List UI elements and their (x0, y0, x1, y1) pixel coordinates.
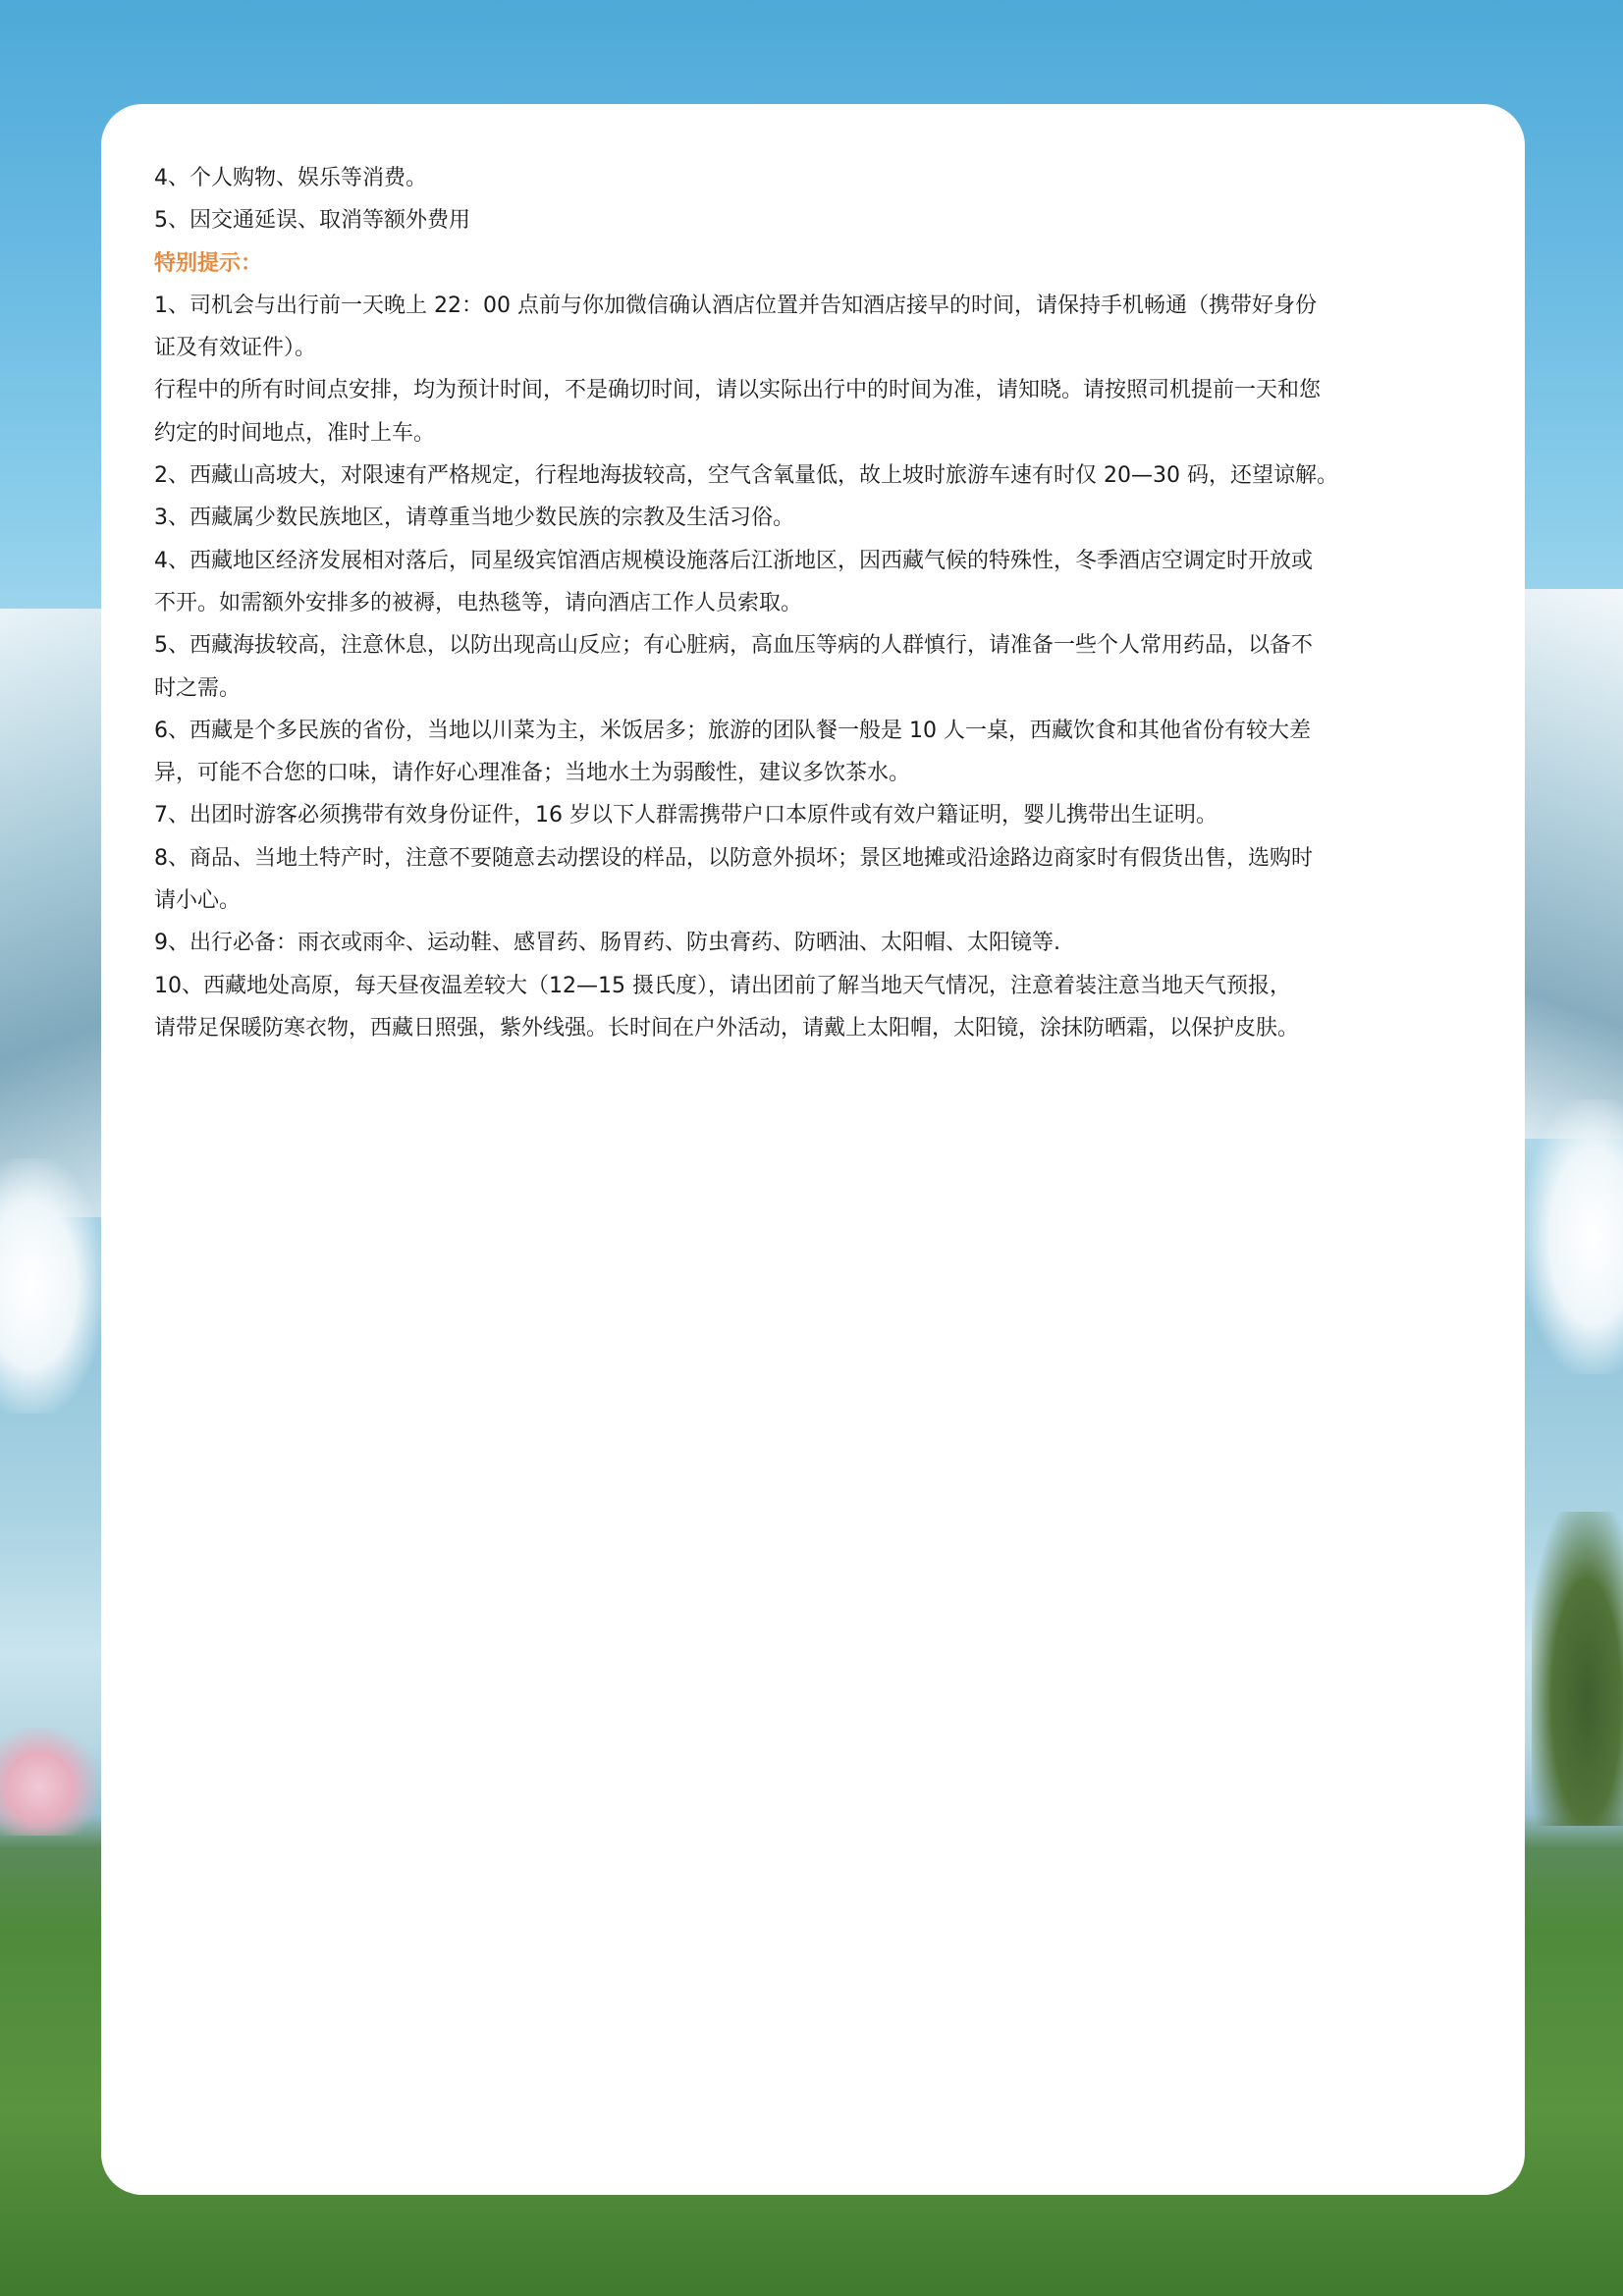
text-line: 不开。如需额外安排多的被褥，电热毯等，请向酒店工作人员索取。 (154, 590, 803, 615)
text-line: 请小心。 (154, 888, 242, 914)
text-line: 约定的时间地点，准时上车。 (154, 420, 436, 446)
cloud-left (0, 1158, 103, 1414)
text-line: 1、司机会与出行前一天晚上 22：00 点前与你加微信确认酒店位置并告知酒店接早的时间，请保持手机畅通（携带好身份 (154, 293, 1317, 318)
text-line: 10、西藏地处高原，每天昼夜温差较大（12—15 摄氏度），请出团前了解当地天气情况，注意着装注意当地天气预报， (154, 973, 1291, 998)
text-line: 5、因交通延误、取消等额外费用 (154, 208, 470, 234)
text-line: 4、个人购物、娱乐等消费。 (154, 166, 427, 190)
text-line: 行程中的所有时间点安排，均为预计时间，不是确切时间，请以实际出行中的时间为准，请知晓。请按照司机提前一天和您 (154, 378, 1322, 403)
mountain-right (1525, 589, 1623, 1139)
text-line: 6、西藏是个多民族的省份，当地以川菜为主，米饭居多；旅游的团队餐一般是 10 人一桌，西藏饮食和其他省份有较大差 (154, 718, 1311, 743)
text-line: 证及有效证件）。 (154, 336, 317, 361)
text-line: 9、出行必备：雨衣或雨伞、运动鞋、感冒药、肠胃药、防虫膏药、防晒油、太阳帽、太阳镜等. (154, 931, 1060, 956)
text-line: 8、商品、当地土特产时，注意不要随意去动摆设的样品，以防意外损坏；景区地摊或沿途路边商家时有假货出售，选购时 (154, 845, 1314, 871)
text-line: 5、西藏海拔较高，注意休息，以防出现高山反应；有心脏病，高血压等病的人群慎行，请准备一些个人常用药品，以备不 (154, 633, 1314, 659)
text-line: 2、西藏山高坡大，对限速有严格规定，行程地海拔较高，空气含氧量低，故上坡时旅游车速有时仅 20—30 码，还望谅解。 (154, 463, 1338, 489)
text-line: 7、出团时游客必须携带有效身份证件，16 岁以下人群需携带户口本原件或有效户籍证明，婴儿携带出生证明。 (154, 803, 1217, 828)
section-heading-special-notes: 特别提示： (154, 250, 263, 276)
text-line: 异，可能不合您的口味，请作好心理准备；当地水土为弱酸性，建议多饮茶水。 (154, 761, 911, 786)
text-line: 3、西藏属少数民族地区，请尊重当地少数民族的宗教及生活习俗。 (154, 506, 794, 531)
blossom-tree (0, 1728, 98, 1836)
mountain-left (0, 609, 108, 1217)
text-line: 时之需。 (154, 675, 242, 701)
notes-list (154, 157, 1475, 1049)
text-line: 4、西藏地区经济发展相对落后，同星级宾馆酒店规模设施落后江浙地区，因西藏气候的特殊性，冬季酒店空调定时开放或 (154, 548, 1314, 573)
text-line: 请带足保暖防寒衣物，西藏日照强，紫外线强。长时间在户外活动，请戴上太阳帽，太阳镜，涂抹防晒霜，以保护皮肤。 (154, 1015, 1300, 1041)
cloud-right (1525, 1099, 1623, 1374)
trees-right (1532, 1512, 1623, 1826)
